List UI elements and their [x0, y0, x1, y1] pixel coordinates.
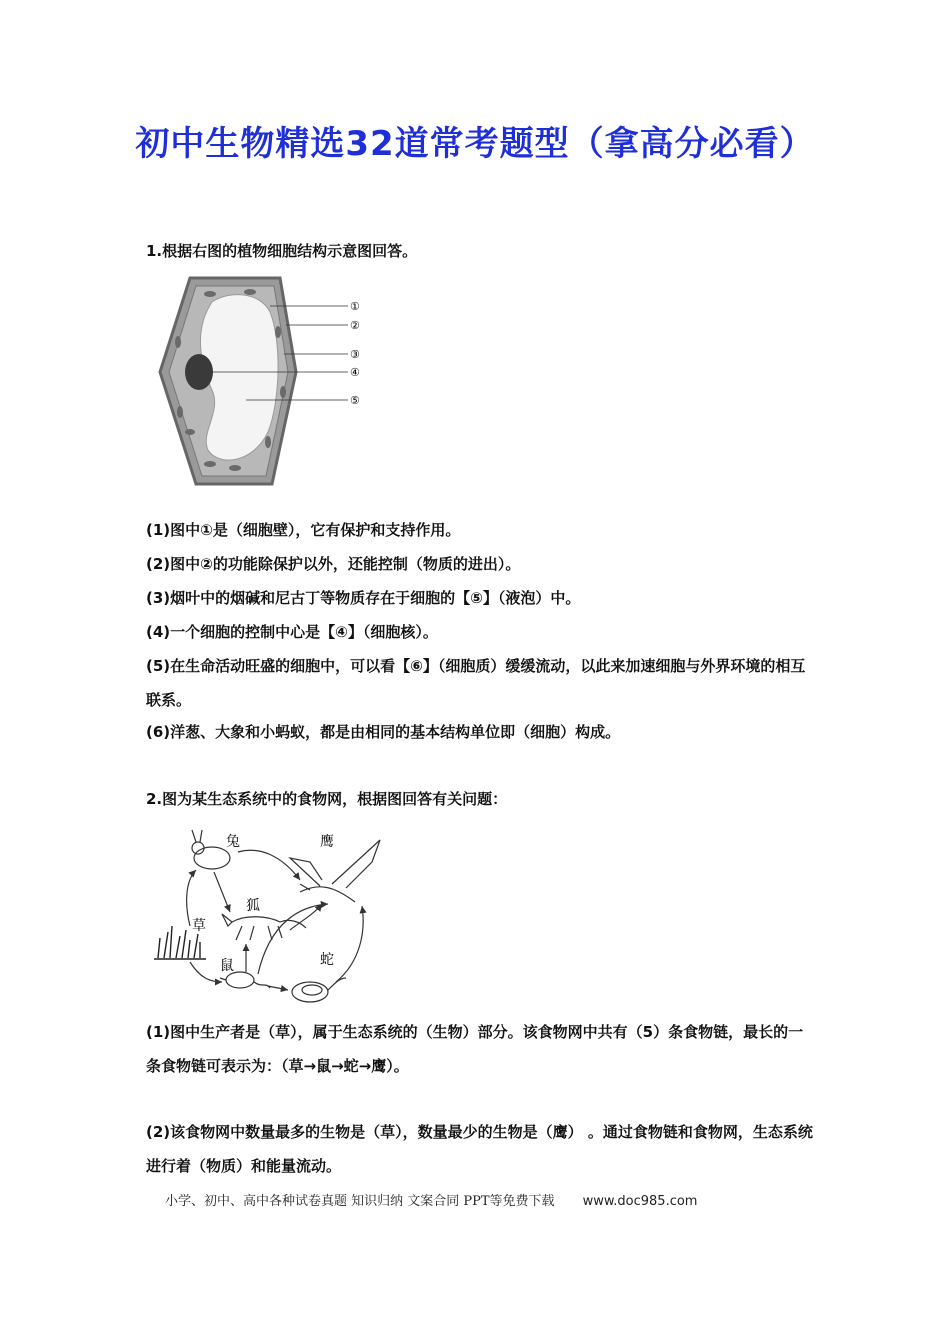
mouse-figure: [220, 972, 270, 988]
document-title: 初中生物精选32道常考题型（拿高分必看）: [135, 124, 815, 164]
q1-answer-1: (1)图中①是（细胞壁），它有保护和支持作用。: [146, 521, 461, 539]
question-1-heading: 1.根据右图的植物细胞结构示意图回答。: [146, 242, 418, 260]
q1-answer-2: (2)图中②的功能除保护以外，还能控制（物质的进出）。: [146, 555, 521, 573]
label-mouse: 鼠: [220, 958, 234, 974]
q1-answer-6: (6)洋葱、大象和小蚂蚁，都是由相同的基本结构单位即（细胞）构成。: [146, 723, 621, 741]
cell-label-1: ①: [350, 300, 360, 313]
cell-label-2: ②: [350, 319, 360, 332]
label-fox: 狐: [246, 898, 260, 914]
cell-label-4: ④: [350, 366, 360, 379]
footer-text: 小学、初中、高中各种试卷真题 知识归纳 文案合同 PPT等免费下载: [165, 1194, 555, 1209]
plant-cell-diagram: [150, 272, 380, 497]
question-2-heading: 2.图为某生态系统中的食物网，根据图回答有关问题：: [146, 790, 508, 808]
food-web-diagram: [150, 822, 400, 1010]
label-snake: 蛇: [320, 952, 334, 968]
label-grass: 草: [192, 918, 206, 934]
rabbit-figure: [192, 830, 230, 869]
label-eagle: 鹰: [320, 834, 334, 850]
q2-answer-1: (1)图中生产者是（草），属于生态系统的（生物）部分。该食物网中共有（5）条食物链，最长的一条食物链可表示为：（草→鼠→蛇→鹰）。: [146, 1023, 804, 1075]
page-footer: [165, 1190, 697, 1209]
q1-answer-4: (4)一个细胞的控制中心是【④】（细胞核）。: [146, 623, 438, 641]
q1-answer-3: (3)烟叶中的烟碱和尼古丁等物质存在于细胞的【⑤】（液泡）中。: [146, 589, 581, 607]
label-rabbit: 兔: [226, 834, 240, 850]
cell-label-3: ③: [350, 348, 360, 361]
eagle-figure: [290, 840, 380, 902]
snake-figure: [292, 978, 346, 1002]
cell-label-5: ⑤: [350, 394, 360, 407]
footer-url[interactable]: www.doc985.com: [582, 1194, 698, 1209]
q1-answer-5: (5)在生命活动旺盛的细胞中，可以看【⑥】（细胞质）缓缓流动，以此来加速细胞与外界环境的相互联系。: [146, 657, 806, 709]
q2-answer-2: (2)该食物网中数量最多的生物是（草），数量最少的生物是（鹰） 。通过食物链和食物网，生态系统进行着（物质）和能量流动。: [146, 1123, 813, 1175]
